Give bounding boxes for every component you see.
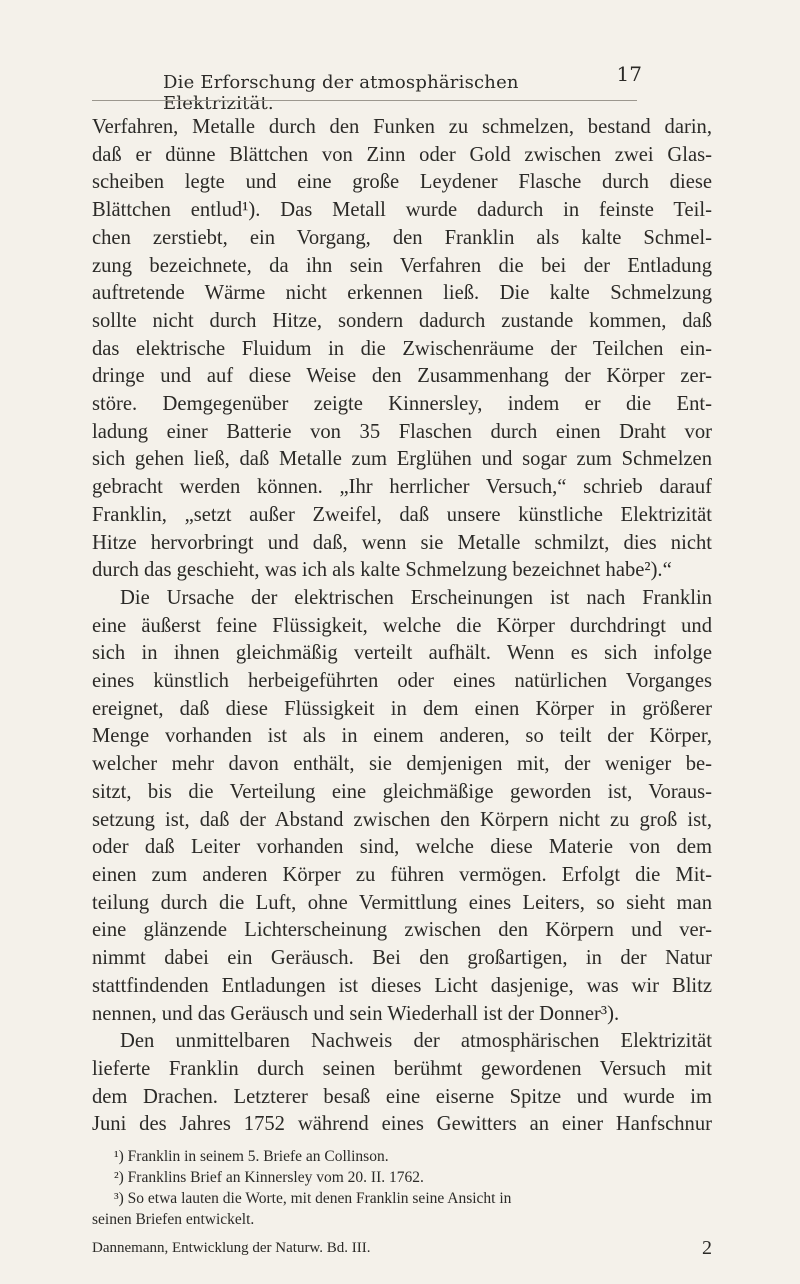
body-line: teilung durch die Luft, ohne Vermittlung eines Leiters, so sieht man	[92, 891, 712, 914]
body-line: ladung einer Batterie von 35 Flaschen durch einen Draht vor	[92, 420, 712, 443]
body-line: Den unmittelbaren Nachweis der atmosphärischen Elektrizität	[120, 1030, 712, 1053]
body-line: lieferte Franklin durch seinen berühmt gewordenen Versuch mit	[92, 1057, 712, 1080]
body-line: dringe und auf diese Weise den Zusammenhang der Körper zer-	[92, 365, 712, 388]
footnote-line: ¹) Franklin in seinem 5. Briefe an Collinson.	[114, 1148, 389, 1165]
body-line: nennen, und das Geräusch und sein Wiederhall ist der Donner³).	[92, 1002, 620, 1025]
body-line: eine äußerst feine Flüssigkeit, welche die Körper durchdringt und	[92, 614, 712, 637]
body-line: nimmt dabei ein Geräusch. Bei den großartigen, in der Natur	[92, 947, 712, 970]
body-line: Menge vorhanden ist als in einem anderen, so teilt der Körper,	[92, 725, 712, 748]
body-line: gebracht werden können. „Ihr herrlicher Versuch,“ schrieb darauf	[92, 476, 712, 499]
footnotes	[92, 1146, 712, 1230]
body-line: Die Ursache der elektrischen Erscheinungen ist nach Franklin	[120, 586, 712, 609]
body-text	[92, 114, 712, 1139]
signature-mark: 2	[702, 1237, 712, 1259]
body-line: Blättchen entlud¹). Das Metall wurde dadurch in feinste Teil-	[92, 199, 712, 222]
body-line: ereignet, daß diese Flüssigkeit in dem einen Körper in größerer	[92, 697, 712, 720]
body-line: dem Drachen. Letzterer besaß eine eiserne Spitze und wurde im	[92, 1085, 712, 1108]
body-line: Franklin, „setzt außer Zweifel, daß unsere künstliche Elektrizität	[92, 503, 712, 526]
body-line: eines künstlich herbeigeführten oder eines natürlichen Vorganges	[92, 670, 712, 693]
body-line: daß er dünne Blättchen von Zinn oder Gold zwischen zwei Glas-	[92, 143, 712, 166]
running-header: Die Erforschung der atmosphärischen Elektrizität.	[163, 72, 519, 114]
page-number: 17	[616, 62, 642, 86]
body-line: Verfahren, Metalle durch den Funken zu schmelzen, bestand darin,	[92, 116, 712, 138]
footnote-line: ³) So etwa lauten die Worte, mit denen Franklin seine Ansicht in	[114, 1190, 512, 1207]
body-line: sich in ihnen gleichmäßig verteilt aufhält. Wenn es sich infolge	[92, 642, 712, 665]
body-line: stattfindenden Entladungen ist dieses Licht dasjenige, was wir Blitz	[92, 974, 712, 997]
body-line: sollte nicht durch Hitze, sondern dadurch zustande kommen, daß	[92, 309, 712, 332]
footnote-line: ²) Franklins Brief an Kinnersley vom 20. II. 1762.	[114, 1169, 424, 1186]
body-line: welcher mehr davon enthält, sie demjenigen mit, der weniger be-	[92, 753, 712, 776]
body-line: zung bezeichnete, da ihn sein Verfahren die bei der Entladung	[92, 254, 712, 277]
header-rule	[92, 100, 637, 101]
body-line: störe. Demgegenüber zeigte Kinnersley, indem er die Ent-	[92, 393, 712, 416]
body-line: Juni des Jahres 1752 während eines Gewitters an einer Hanfschnur	[92, 1113, 712, 1136]
body-line: setzung ist, daß der Abstand zwischen den Körpern nicht zu groß ist,	[92, 808, 712, 831]
body-line: scheiben legte und eine große Leydener Flasche durch diese	[92, 171, 712, 194]
body-line: durch das geschieht, was ich als kalte Schmelzung bezeichnet habe²).“	[92, 559, 672, 582]
body-line: chen zerstiebt, ein Vorgang, den Franklin als kalte Schmel-	[92, 226, 712, 249]
body-line: auftretende Wärme nicht erkennen ließ. Die kalte Schmelzung	[92, 282, 712, 305]
imprint	[92, 1237, 712, 1259]
body-line: Hitze hervorbringt und daß, wenn sie Metalle schmilzt, dies nicht	[92, 531, 712, 554]
body-line: oder daß Leiter vorhanden sind, welche diese Materie von dem	[92, 836, 712, 859]
body-line: das elektrische Fluidum in die Zwischenräume der Teilchen ein-	[92, 337, 712, 360]
body-line: sich gehen ließ, daß Metalle zum Erglühen und sogar zum Schmelzen	[92, 448, 712, 471]
footnote-line: seinen Briefen entwickelt.	[92, 1211, 255, 1228]
body-line: eine glänzende Lichterscheinung zwischen den Körpern und ver-	[92, 919, 712, 942]
body-line: sitzt, bis die Verteilung eine gleichmäßige geworden ist, Voraus-	[92, 780, 712, 803]
imprint-text: Dannemann, Entwicklung der Naturw. Bd. III.	[92, 1240, 371, 1256]
body-line: einen zum anderen Körper zu führen vermögen. Erfolgt die Mit-	[92, 863, 712, 886]
